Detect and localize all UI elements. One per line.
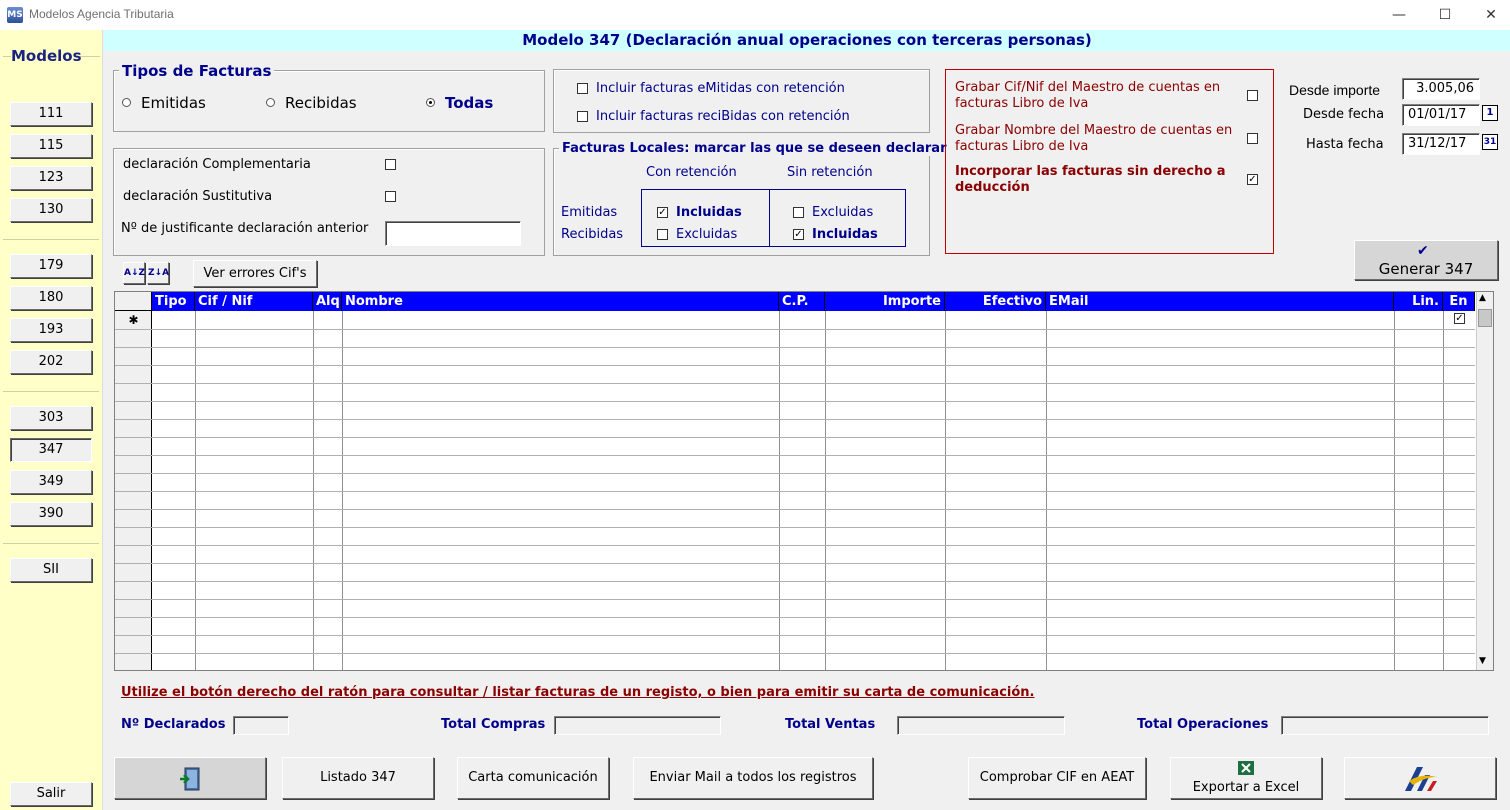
enviar-mail-button[interactable]: Enviar Mail a todos los registros (633, 757, 873, 799)
recibidas-radio-label[interactable]: Recibidas (285, 94, 357, 112)
grid-row-line (115, 365, 1475, 366)
model-button-130[interactable]: 130 (10, 198, 92, 222)
generar-347-label: Generar 347 (1378, 260, 1474, 278)
grid-row-line (115, 545, 1475, 546)
complementaria-checkbox[interactable] (385, 159, 396, 170)
sort-ascending-icon[interactable]: A↓Z (123, 262, 145, 284)
sidebar-title: Modelos (11, 47, 82, 65)
generar-347-button[interactable] (1354, 240, 1498, 280)
col-header-efectivo[interactable]: Efectivo (945, 292, 1046, 311)
model-button-123[interactable]: 123 (10, 166, 92, 190)
grid-row-line (115, 635, 1475, 636)
model-button-sii[interactable]: SII (10, 558, 92, 582)
emitidas-con-label: Incluidas (676, 205, 742, 220)
recibidas-sin-label: Incluidas (812, 227, 878, 242)
col-header-importe[interactable]: Importe (825, 292, 945, 311)
emitidas-sin-label: Excluidas (812, 205, 874, 220)
grid-row-line (115, 347, 1475, 348)
total-operaciones-label: Total Operaciones (1137, 717, 1269, 732)
model-button-193[interactable]: 193 (10, 318, 92, 342)
grid-corner (115, 292, 152, 311)
title-bar (0, 0, 1510, 30)
sin-retencion-header: Sin retención (787, 165, 873, 180)
grid-row-line (115, 581, 1475, 582)
grabar-cif-label-2: facturas Libro de Iva (955, 96, 1089, 111)
total-ventas-label: Total Ventas (785, 717, 876, 732)
grid-vertical-scrollbar[interactable] (1476, 292, 1493, 670)
exportar-excel-button[interactable] (1170, 757, 1322, 799)
grid-row-line (115, 527, 1475, 528)
page-title: Modelo 347 (Declaración anual operaciones con terceras personas) (104, 30, 1510, 51)
justificante-input[interactable] (385, 221, 521, 246)
col-header-email[interactable]: EMail (1046, 292, 1394, 311)
total-ventas-field (897, 716, 1065, 735)
grid-row-line (115, 383, 1475, 384)
desde-importe-label: Desde importe (1289, 82, 1381, 98)
col-header-nombre[interactable]: Nombre (342, 292, 779, 311)
emitidas-sin-checkbox[interactable] (793, 207, 804, 218)
model-button-347[interactable]: 347 (10, 438, 92, 462)
desde-fecha-label: Desde fecha (1303, 107, 1385, 122)
en-checkbox[interactable]: ✓ (1455, 313, 1464, 324)
grid-row-line (115, 329, 1475, 330)
grid-row-line (115, 653, 1475, 654)
incorporar-label: Incorporar las facturas sin derecho a (955, 164, 1226, 179)
col-header-cif[interactable]: Cif / Nif (195, 292, 313, 311)
sidebar-frame-line (80, 56, 100, 57)
app-logo-icon: MS (7, 7, 23, 23)
exit-button[interactable]: Salir (10, 782, 92, 806)
declarados-field (233, 716, 289, 735)
col-header-tipo[interactable]: Tipo (152, 292, 195, 311)
model-button-202[interactable]: 202 (10, 350, 92, 374)
grid-row-line (115, 455, 1475, 456)
model-button-180[interactable]: 180 (10, 286, 92, 310)
sidebar-divider (3, 239, 99, 240)
desde-fecha-calendar-icon[interactable]: 1 (1482, 105, 1498, 121)
recibidas-con-label: Excluidas (676, 227, 738, 242)
grabar-nombre-label: Grabar Nombre del Maestro de cuentas en (955, 123, 1233, 138)
grid-row-line (115, 563, 1475, 564)
recibidas-row-label: Recibidas (561, 227, 624, 242)
complementaria-label: declaración Complementaria (123, 157, 311, 172)
listado-347-button[interactable]: Listado 347 (282, 757, 434, 799)
exit-door-button[interactable] (114, 757, 266, 799)
justificante-label: Nº de justificante declaración anterior (121, 221, 369, 236)
sort-descending-icon[interactable]: Z↓A (147, 262, 169, 284)
total-compras-label: Total Compras (441, 717, 546, 732)
col-header-cp[interactable]: C.P. (779, 292, 825, 311)
scroll-down-icon[interactable]: ▼ (1479, 656, 1486, 666)
emitidas-row-label: Emitidas (561, 205, 618, 220)
incorporar-label-2: deducción (955, 180, 1030, 195)
grabar-cif-label: Grabar Cif/Nif del Maestro de cuentas en (955, 80, 1221, 95)
grabar-cif-checkbox[interactable] (1247, 90, 1258, 101)
grabar-nombre-label-2: facturas Libro de Iva (955, 139, 1089, 154)
grid-row-line (115, 617, 1475, 618)
recibidas-retencion-label: Incluir facturas reciBidas con retención (596, 109, 850, 124)
recibidas-retencion-checkbox[interactable] (577, 111, 588, 122)
checkmark-icon: ✔ (1417, 243, 1429, 259)
incorporar-checkbox[interactable]: ✓ (1248, 174, 1257, 185)
todas-radio[interactable] (426, 98, 435, 107)
model-button-115[interactable]: 115 (10, 134, 92, 158)
sidebar-frame-line (3, 56, 11, 57)
minimize-button[interactable]: — (1392, 7, 1406, 23)
grid-row-line (115, 419, 1475, 420)
col-header-en[interactable]: En (1443, 292, 1475, 311)
total-compras-field (554, 716, 721, 735)
sustitutiva-checkbox[interactable] (385, 191, 396, 202)
emitidas-radio-label[interactable]: Emitidas (141, 94, 206, 112)
recibidas-radio[interactable] (266, 98, 275, 107)
hasta-fecha-input[interactable]: 31/12/17 (1402, 133, 1480, 155)
tipos-facturas-title: Tipos de Facturas (119, 62, 274, 80)
right-click-hint: Utilize el botón derecho del ratón para consultar / listar facturas de un registo, o bien para emitir su carta de comunicación. (121, 685, 1035, 700)
new-row-marker: ✱ (128, 313, 139, 327)
grid-row-line (115, 599, 1475, 600)
desde-fecha-input[interactable]: 01/01/17 (1402, 104, 1480, 126)
exit-door-icon (179, 767, 201, 791)
excel-icon (1238, 761, 1254, 775)
facturas-grid[interactable] (114, 291, 1494, 671)
col-header-alq[interactable]: Alq (313, 292, 342, 311)
grid-row-line (115, 509, 1475, 510)
grid-row-line (115, 473, 1475, 474)
comprobar-cif-button[interactable]: Comprobar CIF en AEAT (968, 757, 1146, 799)
facturas-locales-title: Facturas Locales: marcar las que se deseen declarar (559, 141, 950, 156)
close-button[interactable]: ✕ (1485, 7, 1497, 23)
model-button-111[interactable]: 111 (10, 102, 92, 126)
scroll-thumb[interactable] (1478, 309, 1492, 327)
recibidas-sin-checkbox[interactable]: ✓ (794, 229, 803, 240)
model-button-349[interactable]: 349 (10, 470, 92, 494)
model-button-179[interactable]: 179 (10, 254, 92, 278)
model-button-303[interactable]: 303 (10, 406, 92, 430)
emitidas-retencion-checkbox[interactable] (577, 83, 588, 94)
col-header-lin[interactable]: Lin. (1394, 292, 1443, 311)
grid-row-line (115, 491, 1475, 492)
locales-matrix-divider (769, 189, 770, 247)
hasta-fecha-calendar-icon[interactable]: 31 (1482, 134, 1498, 150)
carta-comunicacion-button[interactable]: Carta comunicación (457, 757, 609, 799)
sidebar-divider (3, 391, 99, 392)
maximize-button[interactable]: ☐ (1438, 7, 1452, 23)
grid-row-line (115, 437, 1475, 438)
scroll-up-icon[interactable]: ▲ (1479, 293, 1486, 303)
emitidas-radio[interactable] (122, 98, 131, 107)
grabar-nombre-checkbox[interactable] (1247, 133, 1258, 144)
todas-radio-label[interactable]: Todas (445, 94, 494, 112)
ver-errores-button[interactable]: Ver errores Cif's (193, 260, 317, 287)
model-button-390[interactable]: 390 (10, 502, 92, 526)
hasta-fecha-label: Hasta fecha (1306, 137, 1384, 152)
desde-importe-input[interactable]: 3.005,06 (1402, 78, 1480, 100)
grid-row-line (115, 401, 1475, 402)
window-title: Modelos Agencia Tributaria (29, 7, 174, 21)
exportar-excel-label: Exportar a Excel (1192, 780, 1300, 795)
con-retencion-header: Con retención (646, 165, 737, 180)
total-operaciones-field (1281, 716, 1489, 735)
sustitutiva-label: declaración Sustitutiva (123, 189, 273, 204)
aeat-logo-icon (1403, 763, 1439, 793)
recibidas-con-checkbox[interactable] (657, 229, 668, 240)
emitidas-con-checkbox[interactable]: ✓ (658, 207, 667, 218)
aeat-button[interactable] (1344, 757, 1496, 799)
sidebar-divider (3, 543, 99, 544)
emitidas-retencion-label: Incluir facturas eMitidas con retención (596, 81, 845, 96)
declarados-label: Nº Declarados (121, 717, 226, 732)
